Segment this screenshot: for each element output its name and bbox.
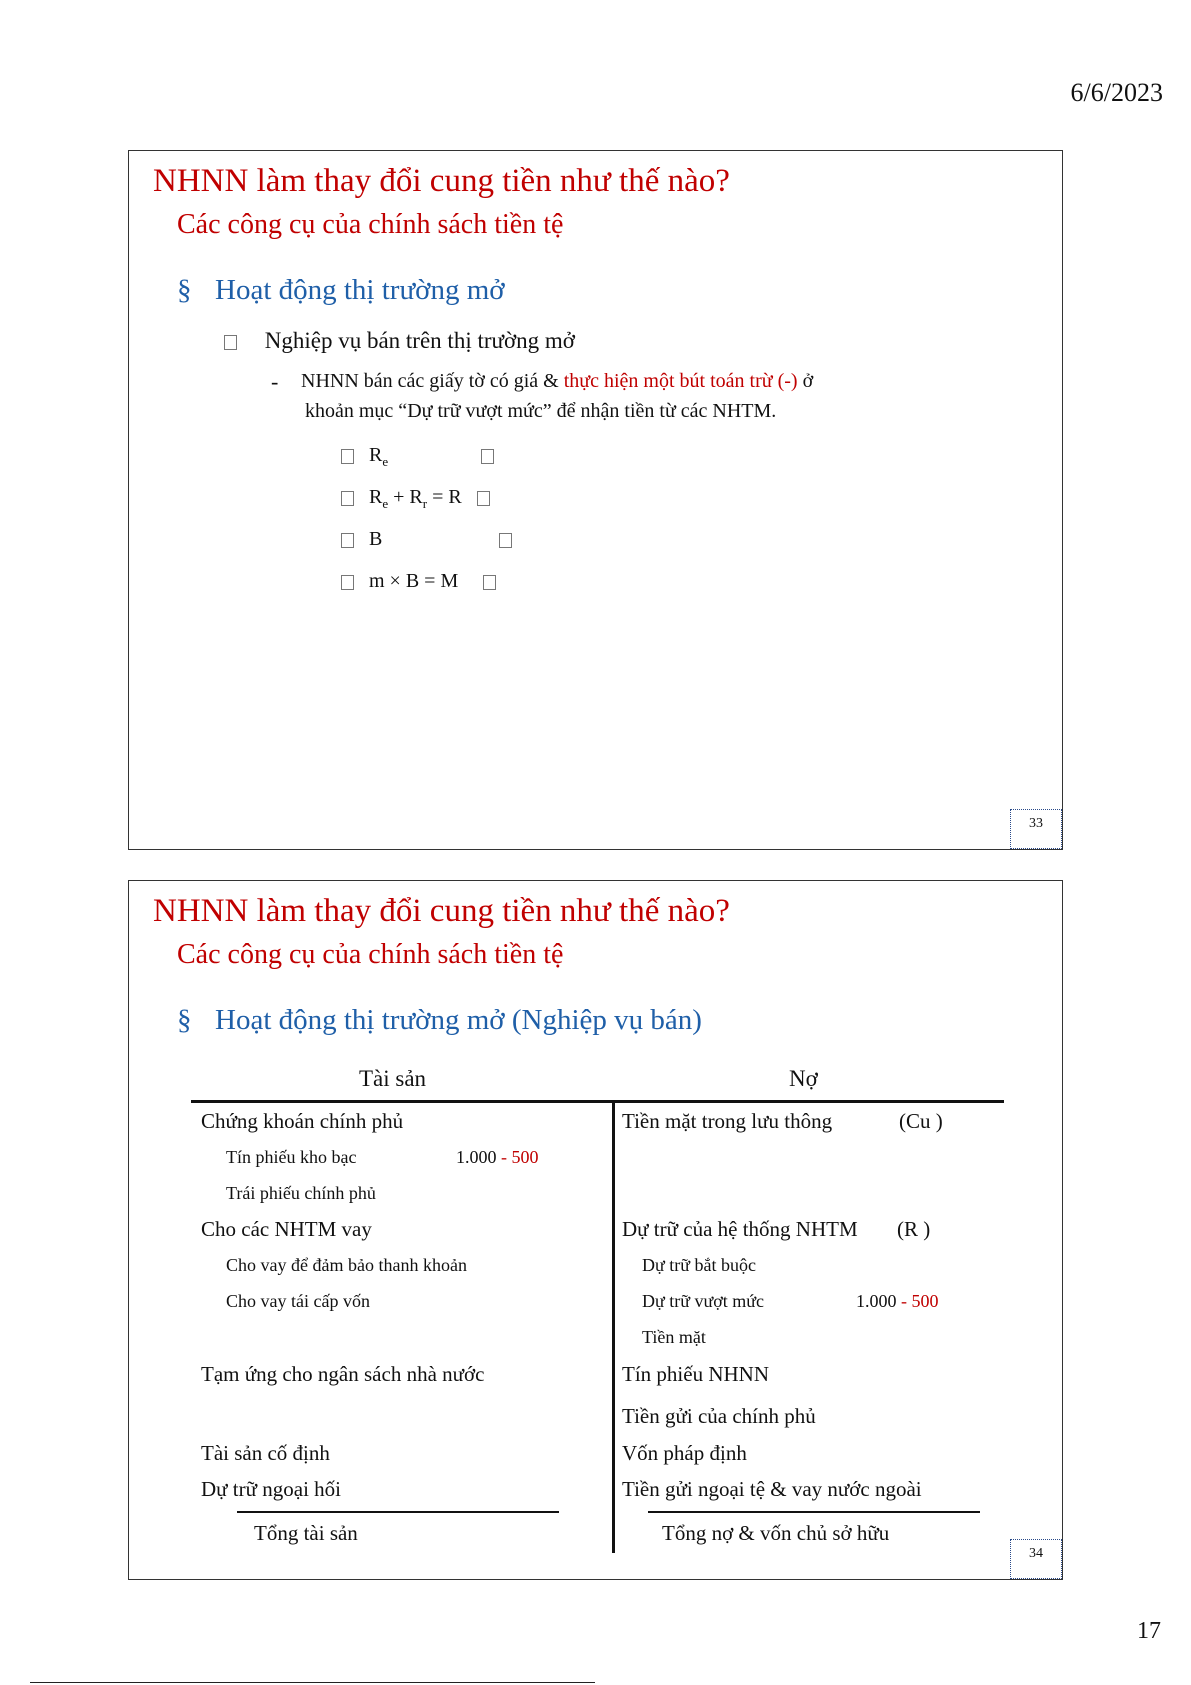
liability-cash: Tiền mặt [642,1327,706,1347]
liability-fx-deposits: Tiền gửi ngoại tệ & vay nước ngoài [622,1477,922,1501]
equation-4: m × B = M [341,570,496,593]
bullet-item [177,274,505,307]
sub-item [224,328,575,354]
square-bullet-icon [341,491,354,506]
value-change: - 500 [501,1147,539,1167]
liability-excess-reserves-value: 1.000 - 500 [856,1291,939,1311]
slide-number: 33 [1010,809,1062,849]
value-change: - 500 [901,1291,939,1311]
liability-currency-code: (Cu ) [899,1109,943,1133]
bullet-text: Hoạt động thị trường mở [215,274,505,306]
liabilities-total-rule [648,1511,980,1513]
asset-treasury-bills: Tín phiếu kho bạc [226,1147,357,1167]
body-line-2: khoản mục “Dự trữ vượt mức” để nhận tiền từ các NHTM. [305,400,777,422]
asset-gov-securities: Chứng khoán chính phủ [201,1109,404,1133]
square-icon [477,491,490,506]
body-text: NHNN bán các giấy tờ có giá & [301,370,559,392]
slide-33 [128,150,1063,850]
slide-subtitle: Các công cụ của chính sách tiền tệ [177,209,564,240]
square-bullet-icon [224,335,237,350]
table-center-rule [612,1100,615,1553]
section-bullet-icon: § [177,274,192,306]
liability-currency: Tiền mặt trong lưu thông [622,1109,833,1133]
body-line-1 [301,370,813,393]
liability-sbv-bills: Tín phiếu NHNN [622,1362,769,1386]
asset-loans-to-banks: Cho các NHTM vay [201,1217,372,1241]
asset-budget-advances: Tạm ứng cho ngân sách nhà nước [201,1362,485,1386]
slide-subtitle: Các công cụ của chính sách tiền tệ [177,939,564,970]
equation-3: B [341,528,512,551]
liability-excess-reserves: Dự trữ vượt mức [642,1291,765,1311]
body-text-end: ở [802,370,814,392]
liability-bank-reserves-code: (R ) [897,1217,931,1241]
liability-required-reserves: Dự trữ bắt buộc [642,1255,756,1275]
equation-2: $R_e + R_r = R$ [341,486,490,512]
liabilities-header: Nợ [789,1066,818,1091]
asset-fixed-assets: Tài sản cố định [201,1441,330,1465]
bullet-item [177,1004,702,1037]
liability-gov-deposits: Tiền gửi của chính phủ [622,1404,816,1428]
asset-refinancing-loans: Cho vay tái cấp vốn [226,1291,370,1311]
liability-legal-capital: Vốn pháp định [622,1441,747,1465]
asset-fx-reserves: Dự trữ ngoại hối [201,1477,341,1501]
liability-total: Tổng nợ & vốn chủ sở hữu [662,1521,890,1545]
asset-gov-bonds: Trái phiếu chính phủ [226,1183,376,1203]
square-bullet-icon [341,533,354,548]
footer-rule [30,1682,595,1683]
square-icon [499,533,512,548]
square-bullet-icon [341,449,354,464]
asset-liquidity-loans: Cho vay để đảm bảo thanh khoản [226,1255,467,1275]
slide-title: NHNN làm thay đổi cung tiền như thế nào? [153,893,730,929]
slide-34 [128,880,1063,1580]
slide-number: 34 [1010,1539,1062,1579]
section-bullet-icon: § [177,1004,192,1036]
sub-item-text: Nghiệp vụ bán trên thị trường mở [264,328,575,353]
equation-1: $R_e$ [341,444,494,470]
slide-title: NHNN làm thay đổi cung tiền như thế nào? [153,163,730,199]
assets-header: Tài sản [359,1066,427,1091]
page-date: 6/6/2023 [1070,78,1163,107]
bullet-text: Hoạt động thị trường mở (Nghiệp vụ bán) [215,1004,702,1036]
liability-bank-reserves: Dự trữ của hệ thống NHTM [622,1217,858,1241]
page-number: 17 [1137,1618,1161,1644]
square-icon [483,575,496,590]
assets-total-rule [237,1511,559,1513]
dash-bullet: - [271,369,279,394]
body-highlight: thực hiện một bút toán trừ (-) [563,370,798,392]
square-icon [481,449,494,464]
asset-treasury-bills-value: 1.000 - 500 [456,1147,539,1167]
square-bullet-icon [341,575,354,590]
asset-total: Tổng tài sản [254,1521,358,1545]
table-top-rule [191,1100,1004,1103]
